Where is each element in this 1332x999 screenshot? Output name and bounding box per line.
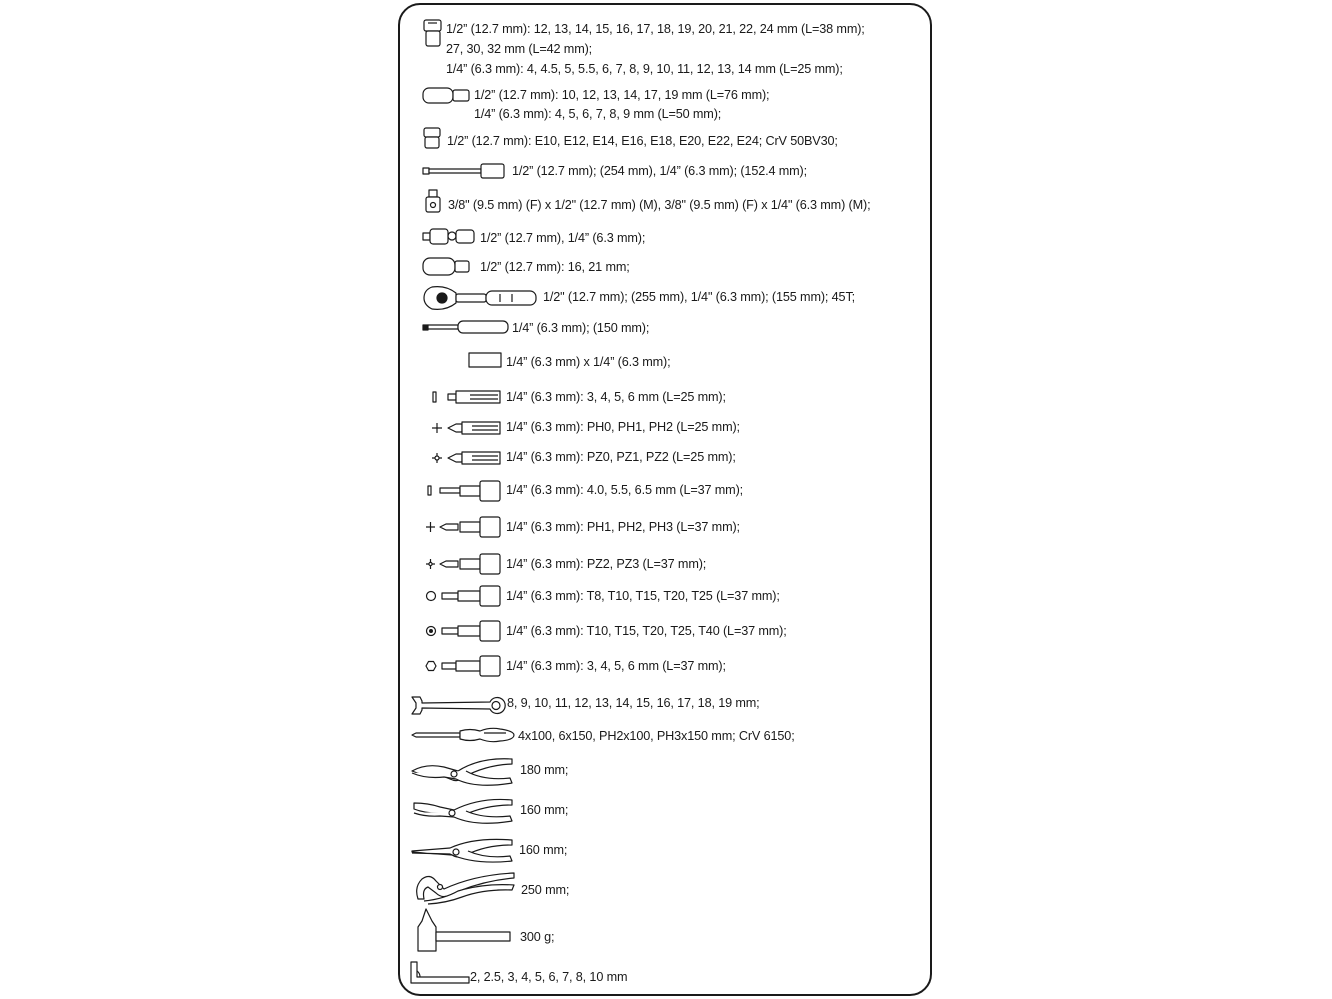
- tool-set-contents-panel: [398, 3, 932, 996]
- item-text: 8, 9, 10, 11, 12, 13, 14, 15, 16, 17, 18, 19 mm;: [507, 695, 760, 710]
- spinner-handle-icon: [422, 318, 512, 336]
- phillips-bit-socket-icon: [424, 515, 504, 539]
- item-text: 27, 30, 32 mm (L=42 mm);: [446, 41, 593, 56]
- item-text: 1/4” (6.3 mm): T8, T10, T15, T20, T25 (L=37 mm);: [506, 588, 780, 603]
- item-text: 2, 2.5, 3, 4, 5, 6, 7, 8, 10 mm: [470, 969, 628, 984]
- item-text: 1/4” (6.3 mm): 4.0, 5.5, 6.5 mm (L=37 mm);: [506, 482, 744, 497]
- long-nose-pliers-icon: [410, 835, 514, 867]
- item-text: 1/4” (6.3 mm): PH0, PH1, PH2 (L=25 mm);: [506, 419, 740, 434]
- item-text: 1/4” (6.3 mm) x 1/4” (6.3 mm);: [506, 354, 671, 369]
- item-text: 1/2” (12.7 mm), 1/4” (6.3 mm);: [480, 230, 646, 245]
- item-text: 160 mm;: [520, 802, 569, 817]
- water-pump-pliers-icon: [414, 869, 518, 907]
- deep-socket-icon: [422, 85, 472, 107]
- item-text: 1/2” (12.7 mm): 10, 12, 13, 14, 17, 19 mm (L=76 mm);: [474, 87, 770, 102]
- slotted-bit-socket-icon: [426, 479, 504, 503]
- item-text: 250 mm;: [521, 882, 570, 897]
- socket-icon: [422, 19, 444, 49]
- pozidriv-bit-socket-icon: [424, 552, 504, 576]
- universal-joint-icon: [422, 225, 478, 249]
- torx-socket-icon: [422, 127, 444, 151]
- item-text: 160 mm;: [519, 842, 568, 857]
- phillips-bit-icon: [428, 419, 504, 437]
- combination-pliers-icon: [410, 753, 514, 791]
- diagonal-cutters-icon: [410, 793, 514, 829]
- extension-bar-icon: [422, 160, 506, 182]
- screwdriver-icon: [410, 723, 516, 747]
- hex-bit-socket-icon: [422, 654, 504, 678]
- item-text: 1/4” (6.3 mm): T10, T15, T20, T25, T40 (L=37 mm);: [506, 623, 787, 638]
- torx-tamper-bit-socket-icon: [424, 619, 504, 643]
- adapter-icon: [424, 189, 444, 215]
- item-text: 1/4” (6.3 mm): 4, 4.5, 5, 5.5, 6, 7, 8, 9, 10, 11, 12, 13, 14 mm (L=25 mm);: [446, 61, 843, 76]
- slotted-bit-icon: [430, 389, 504, 407]
- item-text: 1/2” (12.7 mm); (254 mm), 1/4” (6.3 mm); (152.4 mm);: [512, 163, 808, 178]
- item-text: 1/4” (6.3 mm): PZ0, PZ1, PZ2 (L=25 mm);: [506, 449, 736, 464]
- item-text: 1/2” (12.7 mm): 12, 13, 14, 15, 16, 17, 18, 19, 20, 21, 22, 24 mm (L=38 mm);: [446, 21, 865, 36]
- combination-wrench-icon: [410, 692, 506, 718]
- item-text: 180 mm;: [520, 762, 569, 777]
- item-text: 1/2” (12.7 mm): 16, 21 mm;: [480, 259, 630, 274]
- hammer-icon: [414, 907, 514, 955]
- item-text: 1/4” (6.3 mm): 4, 5, 6, 7, 8, 9 mm (L=50 mm);: [474, 106, 722, 121]
- item-text: 1/4” (6.3 mm): 3, 4, 5, 6 mm (L=25 mm);: [506, 389, 726, 404]
- ratchet-icon: [422, 283, 540, 313]
- item-text: 3/8" (9.5 mm) (F) x 1/2" (12.7 mm) (M), 3/8" (9.5 mm) (F) x 1/4" (6.3 mm) (M);: [448, 197, 871, 212]
- item-text: 4x100, 6x150, PH2x100, PH3x150 mm; CrV 6150;: [518, 728, 795, 743]
- item-text: 1/4” (6.3 mm): PH1, PH2, PH3 (L=37 mm);: [506, 519, 740, 534]
- torx-bit-socket-icon: [424, 584, 504, 608]
- item-text: 1/4” (6.3 mm); (150 mm);: [512, 320, 650, 335]
- hex-key-icon: [408, 959, 472, 987]
- spark-plug-socket-icon: [422, 255, 472, 279]
- item-text: 1/4” (6.3 mm): PZ2, PZ3 (L=37 mm);: [506, 556, 707, 571]
- pozidriv-bit-icon: [428, 449, 504, 467]
- item-text: 1/2" (12.7 mm); (255 mm), 1/4" (6.3 mm); (155 mm); 45T;: [543, 289, 856, 304]
- item-text: 1/2” (12.7 mm): E10, E12, E14, E16, E18, E20, E22, E24; CrV 50BV30;: [447, 133, 838, 148]
- item-text: 1/4” (6.3 mm): 3, 4, 5, 6 mm (L=37 mm);: [506, 658, 726, 673]
- item-text: 300 g;: [520, 929, 555, 944]
- bit-holder-icon: [468, 351, 504, 371]
